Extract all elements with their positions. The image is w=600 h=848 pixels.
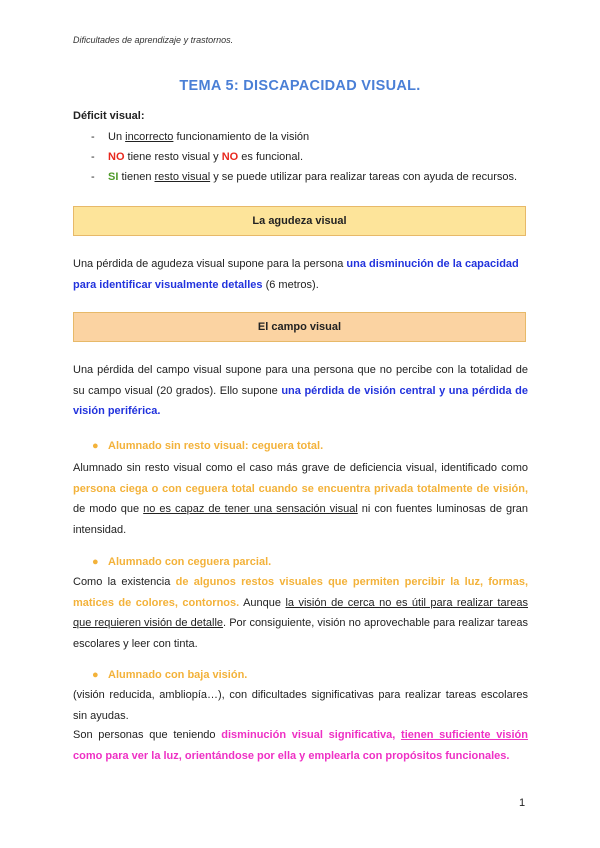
blue-highlight: una pérdida de visión central y una pérdida de visión periférica.: [73, 384, 528, 417]
underlined-text: resto visual: [154, 171, 211, 183]
baja-vision-heading: [92, 669, 247, 681]
text-run: (6 metros).: [262, 278, 319, 291]
ceguera-total-paragraph: [73, 458, 528, 540]
bullet-marker: ●: [92, 669, 99, 681]
dash-marker: -: [91, 131, 95, 143]
text-run: Una pérdida de agudeza visual supone para la persona: [73, 258, 347, 270]
text-run: tienen: [118, 171, 155, 183]
no-emphasis: NO: [221, 151, 239, 163]
section-heading: La agudeza visual: [252, 215, 347, 227]
bullet-marker: ●: [92, 556, 99, 568]
baja-vision-paragraph: [73, 685, 528, 726]
bullet-marker: ●: [92, 440, 99, 452]
text-run: es funcional.: [238, 151, 304, 163]
ceguera-total-heading: [92, 440, 323, 452]
running-header: Dificultades de aprendizaje y trastornos.: [73, 35, 234, 45]
orange-highlight: persona ciega o con ceguera total cuando se encuentra privada totalmente de visión,: [73, 482, 528, 495]
agudeza-section-box: [73, 206, 526, 236]
text-run: Alumnado sin resto visual como el caso más grave de deficiencia visual, identificado como: [73, 462, 528, 474]
list-item: [73, 147, 533, 167]
ceguera-parcial-heading: [92, 556, 271, 568]
list-item: [73, 167, 533, 187]
underlined-text: no es capaz de tener una sensación visual: [143, 503, 358, 515]
underlined-text: incorrecto: [125, 131, 174, 143]
magenta-highlight: disminución visual significativa,: [221, 729, 402, 741]
text-run: ni con fuentes luminosas de gran intensidad.: [73, 503, 528, 536]
text-run: . Por consiguiente, visión no aprovechable para realizar tareas escolares y leer con tinta.: [73, 617, 528, 650]
subheading-text: Alumnado con ceguera parcial.: [108, 556, 272, 568]
ceguera-parcial-paragraph: [73, 572, 528, 654]
agudeza-paragraph: [73, 254, 528, 295]
text-run: Como la existencia: [73, 576, 176, 588]
subheading-text: Alumnado con baja visión.: [108, 669, 248, 681]
text-run: Son personas que teniendo: [73, 729, 222, 741]
no-emphasis: NO: [108, 151, 125, 163]
deficit-list: [73, 127, 533, 187]
list-item: [73, 127, 533, 147]
page-title: TEMA 5: DISCAPACIDAD VISUAL.: [179, 78, 421, 94]
text-run: tiene resto visual y: [124, 151, 222, 163]
section-heading: El campo visual: [257, 321, 342, 333]
text-run: funcionamiento de la visión: [173, 131, 310, 143]
campo-paragraph: [73, 360, 528, 422]
text-run: (visión reducida, ambliopía…), con dificultades significativas para realizar tareas escolares sin ayudas.: [73, 689, 528, 722]
magenta-highlight: como para ver la luz, orientándose por ella y emplearla con propósitos funcionales.: [73, 749, 510, 762]
magenta-underlined-highlight: tienen suficiente visión: [401, 729, 528, 741]
campo-section-box: [73, 312, 526, 342]
text-run: Una pérdida del campo visual supone para una persona que no percibe con la totalidad de su campo visual (20 grados). Ello supone: [73, 364, 528, 397]
text-run: de modo que: [73, 503, 144, 515]
text-run: y se puede utilizar para realizar tareas con ayuda de recursos.: [210, 171, 518, 183]
page-number: 1: [519, 797, 526, 809]
deficit-heading: Déficit visual:: [73, 110, 145, 122]
baja-vision-paragraph-2: [73, 725, 528, 766]
dash-marker: -: [91, 171, 95, 183]
subheading-text: Alumnado sin resto visual: ceguera total.: [108, 440, 324, 452]
si-emphasis: SI: [108, 171, 119, 183]
underlined-text: la visión de cerca no es útil para realizar tareas que requieren visión de detalle: [73, 596, 528, 629]
orange-highlight: de algunos restos visuales que permiten percibir la luz, formas, matices de colores, contornos.: [73, 576, 528, 609]
blue-highlight: una disminución de la capacidad para identificar visualmente detalles: [73, 258, 519, 291]
dash-marker: -: [91, 151, 95, 163]
text-run: Un: [108, 131, 126, 143]
text-run: Aunque: [239, 596, 286, 609]
